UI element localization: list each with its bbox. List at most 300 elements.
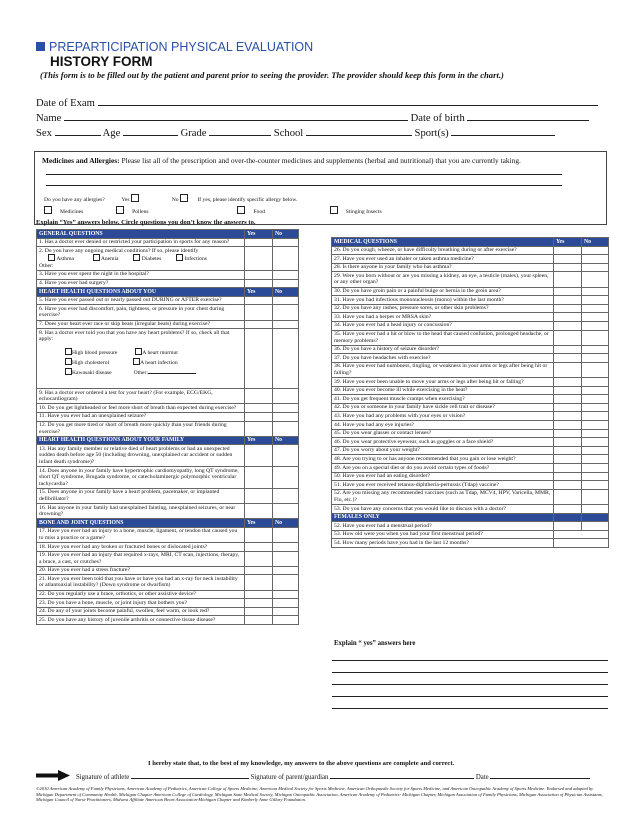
question-row — [332, 522, 609, 531]
no-cell[interactable] — [582, 330, 609, 345]
question-row — [332, 263, 609, 272]
no-cell[interactable] — [582, 505, 609, 514]
no-cell[interactable] — [582, 354, 609, 363]
question-text: 18. Have you ever had any broken or fractured bones or dislocated joints? — [37, 543, 245, 552]
medicines-line-2[interactable] — [46, 185, 562, 186]
no-cell[interactable] — [582, 464, 609, 473]
yes-column-header: Yes — [554, 238, 582, 247]
question-text: 36. Do you have a history of seizure disorder? — [332, 345, 554, 354]
question-text: 53. Do you have any concerns that you would like to discuss with a doctor? — [332, 505, 554, 514]
question-row — [332, 395, 609, 404]
question-text: 1. Has a doctor ever denied or restricted your participation in sports for any reason? — [37, 238, 245, 247]
no-cell[interactable] — [273, 329, 299, 389]
question-text: 51. Have you ever received tetanus-diphtheria-pertussis (Tdap) vaccine? — [332, 481, 554, 490]
question-text: 21. Have you ever been told that you have or have you had an x-ray for neck instability or atlantoaxial instability? (Down syndrome or dwarfism) — [37, 575, 245, 590]
question-row — [332, 386, 609, 395]
dob-label: Date of birth — [410, 113, 465, 124]
no-cell[interactable] — [273, 551, 299, 566]
yes-cell[interactable] — [554, 354, 582, 363]
question-text: 38. Have you ever had numbness, tingling, or weakness in your arms or legs after being hit or falling? — [332, 362, 554, 377]
no-cell[interactable] — [273, 590, 299, 599]
no-cell[interactable] — [273, 445, 299, 467]
no-cell[interactable] — [273, 527, 299, 542]
question-row — [332, 403, 609, 412]
question-text: 7. Does your heart ever race or skip beats (irregular beats) during exercise? — [37, 320, 245, 329]
heart-option-row — [65, 368, 242, 378]
yes-cell[interactable] — [554, 522, 582, 531]
checkbox[interactable] — [65, 348, 72, 355]
infections-checkbox[interactable] — [176, 254, 183, 261]
checkbox[interactable] — [65, 368, 72, 375]
heart-option: High blood pressure — [72, 349, 118, 356]
no-cell[interactable] — [582, 378, 609, 387]
question-row — [332, 455, 609, 464]
question-cell — [37, 247, 245, 271]
no-cell[interactable] — [582, 481, 609, 490]
question-row — [37, 543, 299, 552]
yes-cell[interactable] — [554, 455, 582, 464]
question-row — [37, 320, 299, 329]
yes-cell[interactable] — [554, 386, 582, 395]
other-label: Other: — [39, 262, 54, 269]
dob-field[interactable] — [467, 111, 589, 121]
explain-line-5[interactable] — [332, 708, 608, 709]
no-cell[interactable] — [582, 438, 609, 447]
question-text: 40. Have you ever become ill while exercising in the heat? — [332, 386, 554, 395]
heart-option: A heart murmur — [142, 349, 179, 356]
heart-option-row — [65, 348, 242, 358]
no-cell[interactable] — [582, 386, 609, 395]
yes-cell[interactable] — [554, 246, 582, 255]
question-row — [37, 445, 299, 467]
allergy-no-label: No — [171, 197, 179, 203]
no-cell[interactable] — [273, 607, 299, 616]
date-field[interactable] — [490, 772, 590, 779]
yes-cell[interactable] — [554, 378, 582, 387]
yes-cell[interactable] — [245, 488, 273, 503]
allergy-question: Do you have any allergies? — [44, 197, 105, 203]
no-cell[interactable] — [273, 238, 299, 247]
heart-option: A heart infection — [140, 359, 178, 366]
right-questions-table — [331, 237, 609, 548]
yes-cell[interactable] — [554, 345, 582, 354]
yes-cell[interactable] — [245, 305, 273, 320]
section-header-females — [332, 513, 609, 522]
conditions-options — [39, 254, 242, 263]
school-field[interactable] — [306, 126, 412, 136]
answer-cell[interactable] — [554, 539, 609, 548]
question-row — [332, 464, 609, 473]
question-row — [332, 330, 609, 345]
no-cell[interactable] — [273, 320, 299, 329]
condition-diabetes: Diabetes — [141, 256, 162, 263]
date-of-exam-field[interactable] — [98, 96, 598, 106]
question-row — [37, 389, 299, 404]
question-row — [37, 575, 299, 590]
no-cell[interactable] — [582, 296, 609, 305]
signature-row — [76, 772, 590, 781]
section-header-heart — [37, 288, 299, 297]
question-row — [37, 296, 299, 305]
parent-signature-label: Signature of parent/guardian — [250, 774, 329, 781]
question-text: 47. Do you worry about your weight? — [332, 446, 554, 455]
question-row — [37, 504, 299, 519]
section-header-family — [37, 436, 299, 445]
yes-cell[interactable] — [554, 263, 582, 272]
yes-cell[interactable] — [245, 421, 273, 436]
heart-options — [65, 348, 242, 378]
no-cell[interactable] — [273, 566, 299, 575]
yes-cell[interactable] — [245, 389, 273, 404]
yes-cell[interactable] — [245, 616, 273, 625]
no-cell[interactable] — [273, 270, 299, 279]
question-text: 12. Do you get more tired or short of breath more quickly than your friends during exercise? — [37, 421, 245, 436]
certification-statement: I hereby state that, to the best of my knowledge, my answers to the above questions are complete and correct. — [148, 760, 455, 767]
heart-option: Kawasaki disease — [72, 369, 112, 376]
school-label: School — [273, 128, 304, 139]
yes-cell[interactable] — [245, 445, 273, 467]
no-cell[interactable] — [582, 362, 609, 377]
question-text: 37. Do you have headaches with exercise? — [332, 354, 554, 363]
sports-field[interactable] — [451, 126, 555, 136]
question-text: 42. Do you or someone in your family have sickle cell trait or disease? — [332, 403, 554, 412]
question-text: 4. Have you ever had surgery? — [37, 279, 245, 288]
question-row — [332, 255, 609, 264]
form-instruction: (This form is to be filled out by the patient and parent prior to seeing the provider. The provider should keep this form in the chart.) — [40, 70, 504, 80]
parent-signature-field[interactable] — [330, 772, 474, 779]
explain-instruction: Explain “Yes” answers below. Circle questions you don’t know the answers to. — [36, 219, 256, 226]
no-cell[interactable] — [582, 522, 609, 531]
athlete-signature-field[interactable] — [131, 772, 249, 779]
question-row — [37, 270, 299, 279]
allergy-pollens-checkbox[interactable] — [116, 206, 124, 214]
yes-cell[interactable] — [554, 272, 582, 287]
section-heading: HEART HEALTH QUESTIONS ABOUT YOUR FAMILY — [37, 436, 245, 445]
yes-cell[interactable] — [554, 421, 582, 430]
yes-cell[interactable] — [245, 279, 273, 288]
allergy-yes-label: Yes — [121, 197, 130, 203]
question-row — [37, 566, 299, 575]
no-cell[interactable] — [273, 305, 299, 320]
question-text: 35. Have you ever had a hit or blow to the head that caused confusion, prolonged headache, or memory problems? — [332, 330, 554, 345]
question-text: 27. Have you ever used an inhaler or taken asthma medicine? — [332, 255, 554, 264]
date-of-exam-row — [36, 96, 598, 109]
no-cell[interactable] — [582, 272, 609, 287]
no-cell[interactable] — [273, 543, 299, 552]
asthma-checkbox[interactable] — [48, 254, 55, 261]
no-cell[interactable] — [582, 472, 609, 481]
question-row — [332, 481, 609, 490]
no-cell[interactable] — [582, 255, 609, 264]
date-label: Date — [475, 774, 489, 781]
question-text: 26. Do you cough, wheeze, or have difficulty breathing during or after exercise? — [332, 246, 554, 255]
section-heading: MEDICAL QUESTIONS — [332, 238, 554, 247]
question-text: 31. Have you had infectious mononucleosis (mono) within the last month? — [332, 296, 554, 305]
question-text: 46. Do you wear protective eyewear, such as goggles or a face shield? — [332, 438, 554, 447]
question-text: 8. Has a doctor ever told you that you have any heart problems? If so, check all that apply: — [39, 329, 230, 343]
section-heading: FEMALES ONLY — [332, 513, 554, 522]
no-cell[interactable] — [273, 616, 299, 625]
yes-cell[interactable] — [554, 481, 582, 490]
question-row — [37, 467, 299, 489]
no-cell[interactable] — [273, 488, 299, 503]
no-cell[interactable] — [273, 247, 299, 271]
no-cell[interactable] — [582, 345, 609, 354]
allergy-option-pollens: Pollens — [132, 209, 149, 215]
footer-copyright: ©2010 American Academy of Family Physicians, American Academy of Pediatrics, American College of Sports Medicine, American Medical Society for Sports Medicine, American Orthopaedic Society for Sports Medicine, and American Osteopathic Academy of Sports Medicine. Endorsed and adapted by Michigan Department of Community Health, Michigan Chapter American College of Cardiology, Michigan State Medical Society, Michigan Osteopathic Association, American Academy of Pediatrics- Michigan Chapter, Michigan Association of Family Physicians, Michigan Association of Physician Assistants, Michigan Council of Nurse Practitioners, Midwest Affiliate American Heart Association-Michigan Chapter and Kimberly Anne Gillary Foundation. — [36, 786, 603, 803]
no-cell[interactable] — [582, 421, 609, 430]
yes-cell[interactable] — [245, 504, 273, 519]
section-heading: BONE AND JOINT QUESTIONS — [37, 519, 245, 528]
question-row — [332, 446, 609, 455]
explain-yes-label: Explain “ yes” answers here — [334, 640, 416, 647]
question-row — [332, 505, 609, 514]
yes-cell[interactable] — [245, 320, 273, 329]
yes-cell[interactable] — [245, 543, 273, 552]
yes-cell[interactable] — [245, 566, 273, 575]
medicines-label-bold: Medicines and Allergies: — [42, 156, 120, 165]
question-row — [37, 551, 299, 566]
no-cell[interactable] — [273, 389, 299, 404]
question-text: 54. How many periods have you had in the last 12 months? — [332, 539, 554, 548]
grade-label: Grade — [180, 128, 207, 139]
yes-cell[interactable] — [554, 255, 582, 264]
square-bullet-icon — [36, 42, 45, 51]
no-cell[interactable] — [273, 412, 299, 421]
no-cell[interactable] — [273, 404, 299, 413]
question-row — [37, 412, 299, 421]
allergy-row — [44, 194, 297, 203]
name-row — [36, 111, 589, 124]
allergy-option-medicines: Medicines — [60, 209, 84, 215]
yes-cell[interactable] — [245, 404, 273, 413]
yes-cell[interactable] — [554, 489, 582, 504]
question-text: 11. Have you ever had an unexplained seizure? — [37, 412, 245, 421]
age-label: Age — [102, 128, 121, 139]
question-row — [332, 489, 609, 504]
question-row — [332, 304, 609, 313]
question-row — [37, 421, 299, 436]
question-row — [332, 421, 609, 430]
question-row — [37, 329, 299, 389]
no-cell[interactable] — [582, 455, 609, 464]
yes-cell[interactable] — [245, 599, 273, 608]
yes-cell[interactable] — [554, 330, 582, 345]
no-cell[interactable] — [273, 575, 299, 590]
explain-line-2[interactable] — [332, 672, 608, 673]
yes-cell[interactable] — [554, 438, 582, 447]
yes-cell[interactable] — [245, 247, 273, 271]
yes-cell[interactable] — [554, 304, 582, 313]
allergy-insects-checkbox[interactable] — [330, 206, 338, 214]
question-row — [37, 607, 299, 616]
allergy-options — [44, 206, 382, 215]
question-row — [332, 354, 609, 363]
yes-cell[interactable] — [554, 403, 582, 412]
heart-option: High cholesterol — [72, 359, 110, 366]
yes-cell[interactable] — [554, 446, 582, 455]
section-heading: GENERAL QUESTIONS — [37, 230, 245, 239]
no-cell[interactable] — [273, 467, 299, 489]
no-cell[interactable] — [582, 412, 609, 421]
question-text: 2. Do you have any ongoing medical conditions? If so, please identify — [39, 247, 199, 254]
yes-cell[interactable] — [554, 429, 582, 438]
no-cell[interactable] — [582, 246, 609, 255]
no-cell[interactable] — [582, 304, 609, 313]
question-text: 17. Have you ever had an injury to a bone, muscle, ligament, or tendon that caused you to miss a practice or a game? — [37, 527, 245, 542]
no-column-header: No — [273, 230, 299, 239]
question-text: 19. Have you ever had an injury that required x-rays, MRI, CT scan, injections, therapy, a brace, a cast, or crutches? — [37, 551, 245, 566]
question-row — [332, 530, 609, 539]
form-subtitle: HISTORY FORM — [50, 54, 153, 69]
yes-cell[interactable] — [245, 296, 273, 305]
question-text: 10. Do you get lightheaded or feel more short of breath than expected during exercise? — [37, 404, 245, 413]
no-cell[interactable] — [582, 403, 609, 412]
yes-cell[interactable] — [554, 472, 582, 481]
question-row — [332, 438, 609, 447]
other-field[interactable] — [148, 368, 196, 374]
condition-anemia: Anemia — [100, 256, 119, 263]
no-cell[interactable] — [582, 313, 609, 322]
condition-infections: Infections — [184, 256, 207, 263]
grade-field[interactable] — [209, 126, 271, 136]
yes-cell[interactable] — [245, 329, 273, 389]
yes-cell[interactable] — [554, 321, 582, 330]
condition-asthma: Asthma — [56, 256, 74, 263]
question-row — [332, 539, 609, 548]
question-text: 28. Is there anyone in your family who has asthma? — [332, 263, 554, 272]
yes-cell[interactable] — [554, 464, 582, 473]
question-row — [37, 247, 299, 271]
athlete-signature-label: Signature of athlete — [76, 774, 130, 781]
question-row — [332, 345, 609, 354]
question-cell — [37, 329, 245, 389]
no-column-header: No — [582, 238, 609, 247]
sports-label: Sport(s) — [414, 128, 449, 139]
question-row — [332, 321, 609, 330]
question-row — [332, 362, 609, 377]
yes-column-header: Yes — [245, 288, 273, 297]
sex-label: Sex — [36, 128, 52, 139]
no-cell[interactable] — [582, 446, 609, 455]
sex-field[interactable] — [55, 126, 101, 136]
allergy-medicines-checkbox[interactable] — [44, 206, 52, 214]
yes-cell[interactable] — [554, 287, 582, 296]
no-cell[interactable] — [582, 429, 609, 438]
explain-line-4[interactable] — [332, 696, 608, 697]
age-field[interactable] — [123, 126, 178, 136]
question-text: 52. Have you ever had a menstrual period? — [332, 522, 554, 531]
question-text: 15. Does anyone in your family have a heart problem, pacemaker, or implanted defibrillator? — [37, 488, 245, 503]
question-row — [332, 429, 609, 438]
question-text: 6. Have you ever had discomfort, pain, tightness, or pressure in your chest during exercise? — [37, 305, 245, 320]
yes-cell[interactable] — [245, 551, 273, 566]
question-row — [332, 287, 609, 296]
yes-cell[interactable] — [554, 505, 582, 514]
diabetes-checkbox[interactable] — [133, 254, 140, 261]
question-row — [332, 412, 609, 421]
anemia-checkbox[interactable] — [93, 254, 100, 261]
question-text: 3. Have you ever spent the night in the hospital? — [37, 270, 245, 279]
heart-option-row — [65, 358, 242, 368]
question-text: 41. Do you get frequent muscle cramps when exercising? — [332, 395, 554, 404]
no-column-header: No — [273, 519, 299, 528]
question-text: 32. Do you have any rashes, pressure sores, or other skin problems? — [332, 304, 554, 313]
question-text: 45. Do you wear glasses or contact lenses? — [332, 429, 554, 438]
question-row — [37, 238, 299, 247]
no-cell[interactable] — [273, 279, 299, 288]
yes-cell[interactable] — [554, 395, 582, 404]
yes-cell[interactable] — [245, 412, 273, 421]
question-text: 29. Were you born without or are you missing a kidney, an eye, a testicle (males), your spleen, or any other organ? — [332, 272, 554, 287]
question-text: 33. Have you had a herpes or MRSA skin? — [332, 313, 554, 322]
question-text: 48. Are you trying to or has anyone recommended that you gain or lose weight? — [332, 455, 554, 464]
name-field[interactable] — [64, 111, 408, 121]
yes-cell[interactable] — [554, 296, 582, 305]
heart-option: Other: — [133, 369, 148, 376]
yes-column-header: Yes — [245, 519, 273, 528]
allergy-option-food: Food — [253, 209, 265, 215]
yes-cell[interactable] — [245, 270, 273, 279]
allergy-no-checkbox[interactable] — [180, 194, 188, 202]
question-row — [37, 488, 299, 503]
explain-line-3[interactable] — [332, 684, 608, 685]
yes-cell[interactable] — [554, 362, 582, 377]
no-cell[interactable] — [273, 504, 299, 519]
no-cell[interactable] — [582, 489, 609, 504]
question-row — [332, 378, 609, 387]
yes-cell[interactable] — [245, 238, 273, 247]
no-cell[interactable] — [273, 296, 299, 305]
yes-cell[interactable] — [245, 607, 273, 616]
question-row — [37, 599, 299, 608]
no-cell[interactable] — [582, 395, 609, 404]
yes-cell[interactable] — [554, 313, 582, 322]
no-cell[interactable] — [273, 599, 299, 608]
explain-line-1[interactable] — [332, 660, 608, 661]
question-text: 50. Have you ever had an eating disorder? — [332, 472, 554, 481]
yes-cell[interactable] — [245, 590, 273, 599]
question-text: 13. Has any family member or relative died of heart problems or had an unexpected sudden death before age 50 (including drowning, unexplained car accident or sudden infant death syndrome)? — [37, 445, 245, 467]
allergy-option-insects: Stinging Insects — [345, 209, 382, 215]
yes-cell[interactable] — [245, 527, 273, 542]
yes-cell[interactable] — [245, 575, 273, 590]
question-text: 39. Have you ever been unable to move your arms or legs after being hit or falling? — [332, 378, 554, 387]
section-header-medical — [332, 238, 609, 247]
question-row — [37, 305, 299, 320]
no-cell[interactable] — [582, 263, 609, 272]
question-text: 9. Has a doctor ever ordered a test for your heart? (For example, ECG/EKG, echocardiogram) — [37, 389, 245, 404]
answer-cell[interactable] — [554, 530, 609, 539]
checkbox[interactable] — [65, 358, 72, 365]
no-cell[interactable] — [582, 321, 609, 330]
allergy-yes-checkbox[interactable] — [131, 194, 139, 202]
question-text: 30. Do you have groin pain or a painful bulge or hernia in the groin area? — [332, 287, 554, 296]
question-text: 49. Are you on a special diet or do you avoid certain types of foods? — [332, 464, 554, 473]
medicines-line-1[interactable] — [46, 174, 562, 175]
no-cell[interactable] — [273, 421, 299, 436]
question-row — [37, 616, 299, 625]
form-title — [36, 40, 313, 54]
question-text: 20. Have you ever had a stress fracture? — [37, 566, 245, 575]
section-header-general — [37, 230, 299, 239]
no-cell[interactable] — [582, 287, 609, 296]
yes-cell[interactable] — [245, 467, 273, 489]
demographics-row — [36, 126, 555, 139]
section-heading: HEART HEALTH QUESTIONS ABOUT YOU — [37, 288, 245, 297]
yes-cell[interactable] — [554, 412, 582, 421]
allergy-food-checkbox[interactable] — [237, 206, 245, 214]
